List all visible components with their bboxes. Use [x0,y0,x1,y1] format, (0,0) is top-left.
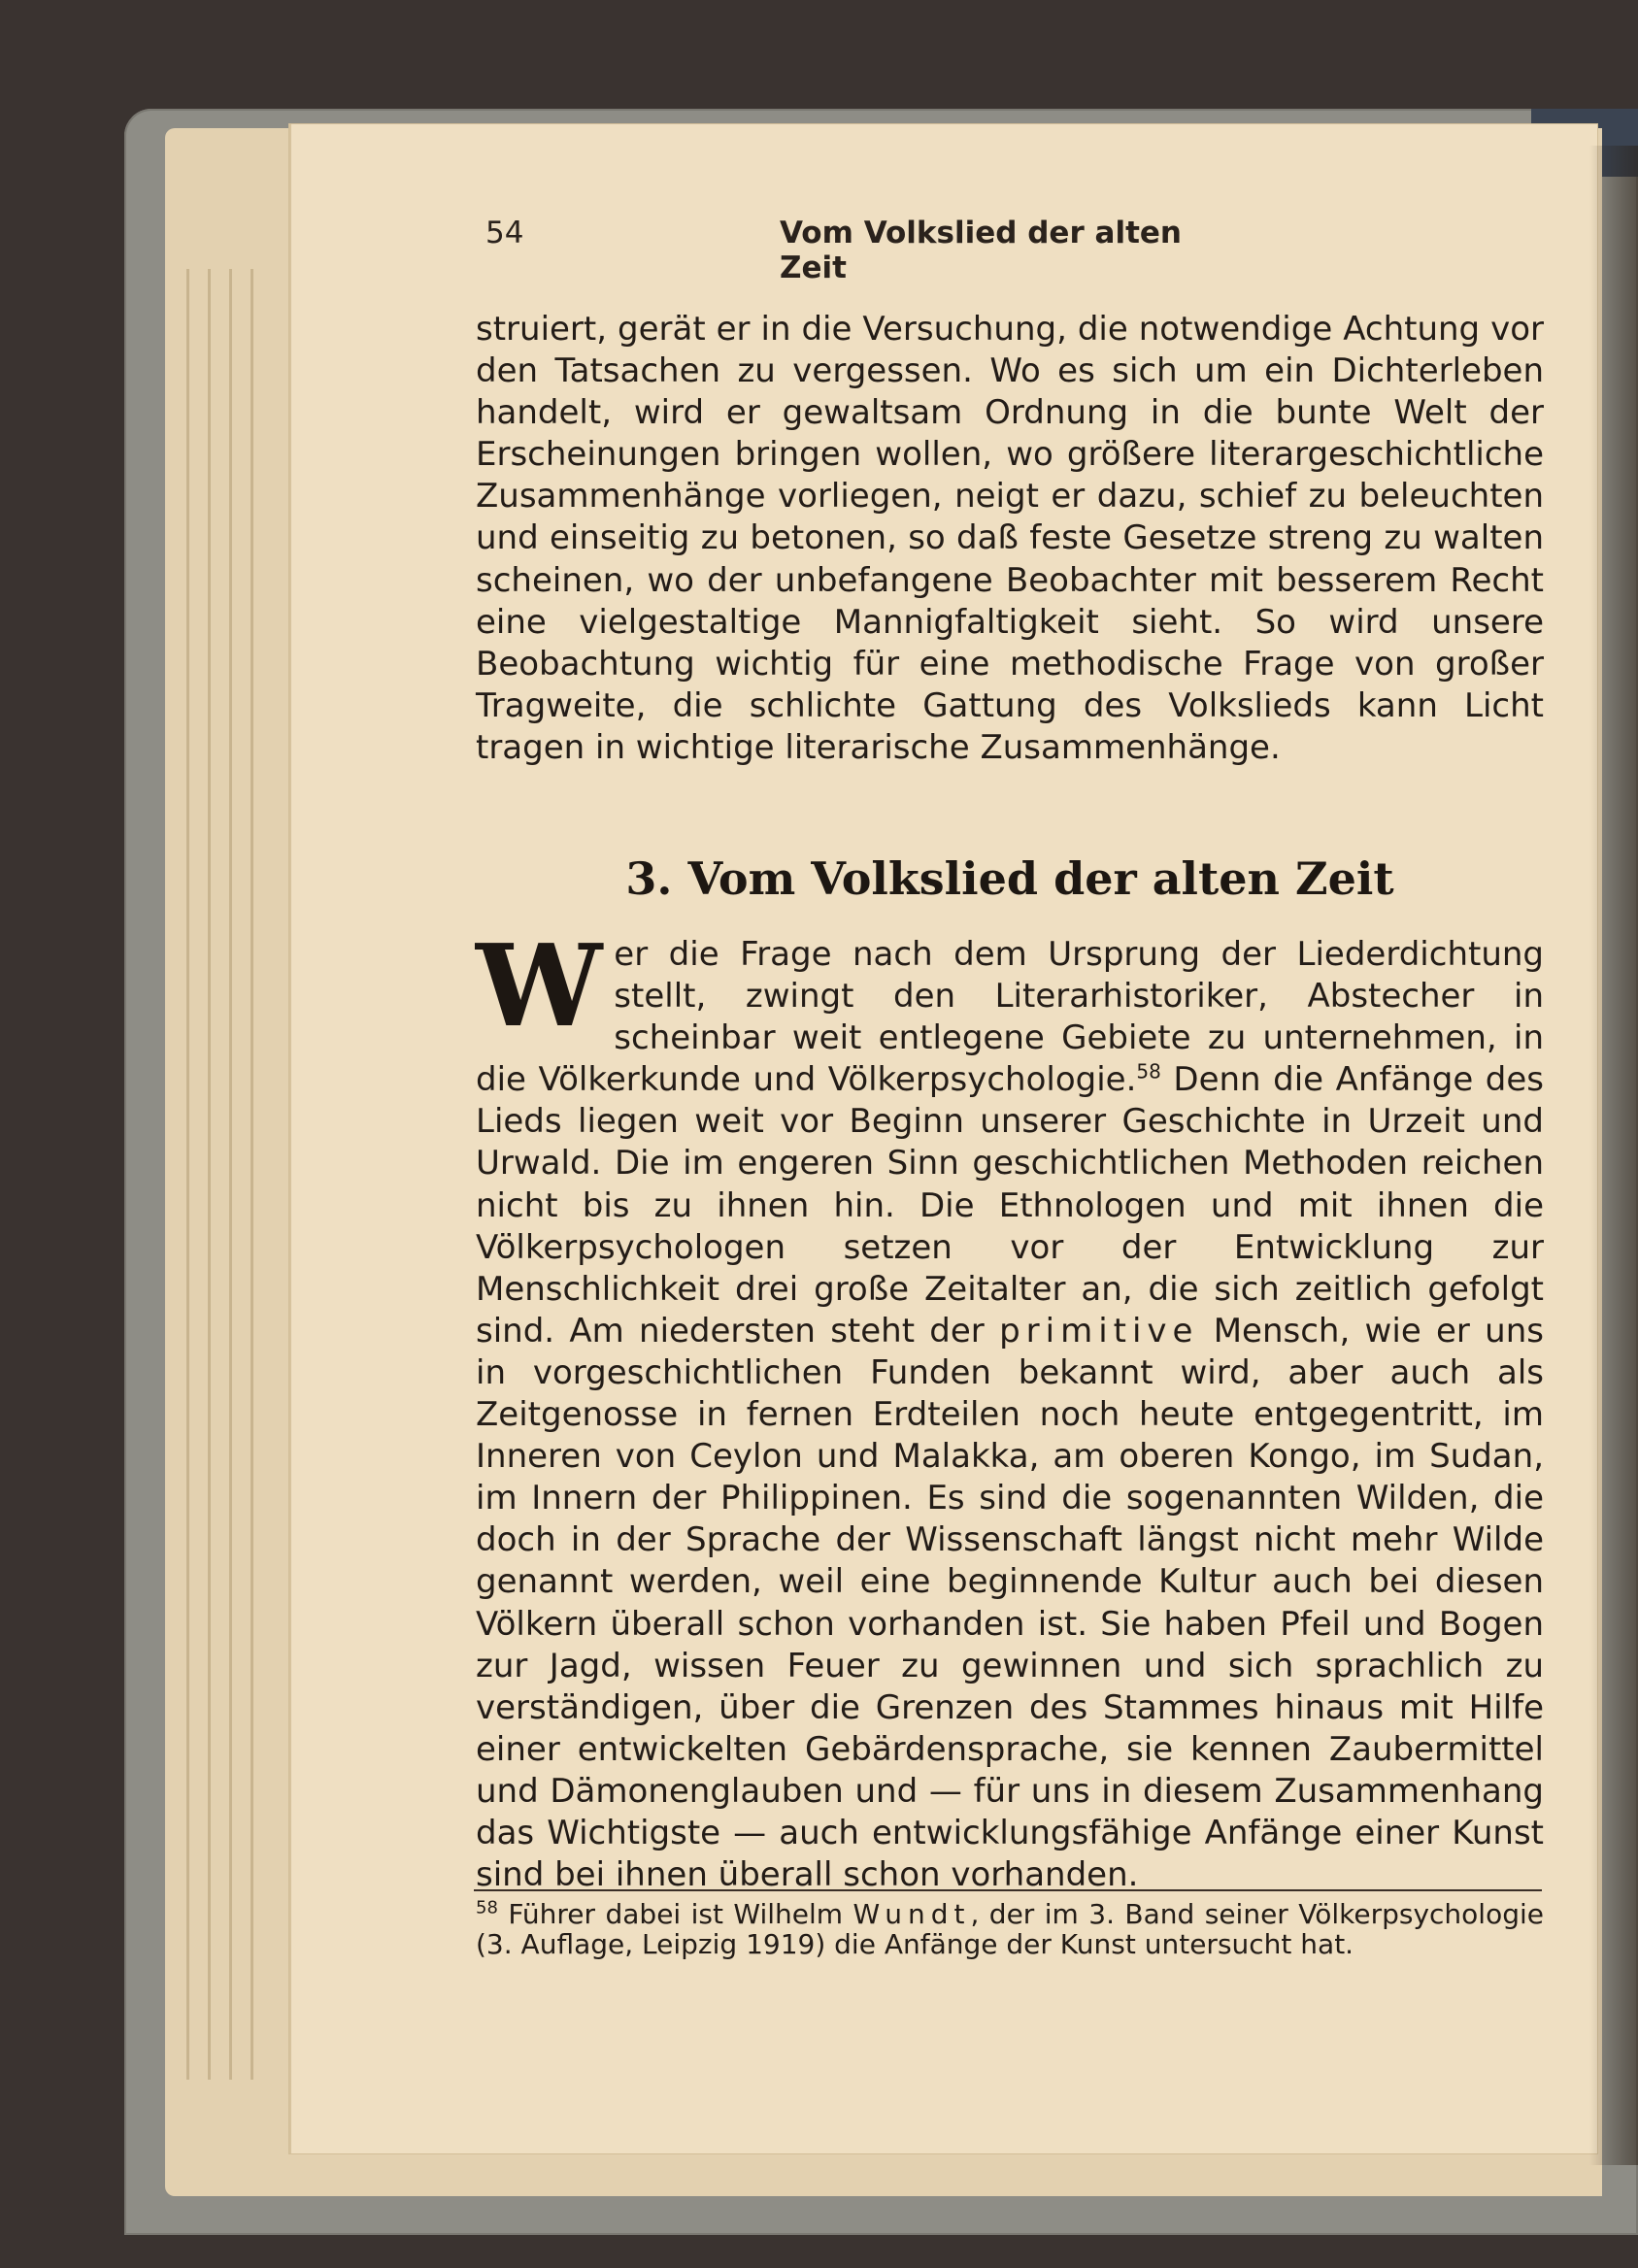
footnote-name-spaced: Wundt [852,1898,971,1930]
paragraph-2-text-c: Mensch, wie er uns in vorgeschichtlichen Funden bekannt wird, aber auch als Zeitgenosse in fernen Erdteilen noch heute entgegentritt, im Inneren von Ceylon und Malakka, am oberen Kongo, im Sudan, im Innern der Philippinen. Es sind die sogenannten Wilden, die doch in der Sprache der Wissenschaft längst nicht mehr Wilde genannt werden, weil eine beginnende Kultur auch bei diesen Völkern überall schon vorhanden ist. Sie haben Pfeil und Bogen zur Jagd, wissen Feuer zu gewinnen und sich sprachlich zu verständigen, über die Grenzen des Stammes hinaus mit Hilfe einer entwickelten Gebärdensprache, sie kennen Zaubermittel und Dämonenglauben und — für uns in diesem Zusammenhang das Wichtigste — auch entwicklungsfähige Anfänge einer Kunst sind bei ihnen überall schon vorhanden. [476,1311,1544,1895]
footnote-number: 58 [476,1897,498,1918]
footnote [476,1899,1544,1959]
paragraph-2-text-a: er die Frage nach dem Ursprung der Liederdichtung stellt, zwingt den Literarhistoriker, Abstecher in scheinbar weit entlegene Gebiete zu unternehmen, in die Völkerkunde und Völkerpsychologie. [476,935,1544,1100]
footnote-rule [474,1889,1542,1891]
paragraph-1: struiert, gerät er in die Versuchung, die notwendige Achtung vor den Tatsachen zu vergessen. Wo es sich um ein Dichterleben handelt, wird er gewaltsam Ordnung in die bunte Welt der Erscheinungen bringen wollen, wo größere literargeschichtliche Zusammenhänge vorliegen, neigt er dazu, schief zu beleuchten und einseitig zu betonen, so daß feste Gesetze streng zu walten scheinen, wo der unbefangene Beobachter mit besserem Recht eine vielgestaltige Mannigfaltigkeit sieht. So wird unsere Beobachtung wichtig für eine methodische Frage von großer Tragweite, die schlichte Gattung des Volkslieds kann Licht tragen in wichtige literarische Zusammenhänge. [476,310,1544,767]
paragraph-2-text-b: Denn die Anfänge des Lieds liegen weit vor Beginn unserer Geschichte in Urzeit und Urwald. Die im engeren Sinn geschichtlichen Methoden reichen nicht bis zu ihnen hin. Die Ethnologen und mit ihnen die Völkerpsychologen setzen vor der Entwicklung zur Menschlichkeit drei große Zeitalter an, die sich zeitlich gefolgt sind. Am niedersten steht der [476,1060,1544,1351]
leaf-edge [186,269,189,2080]
footnote-text-a: Führer dabei ist Wilhelm [497,1898,853,1930]
running-head: Vom Volkslied der alten Zeit [780,216,1182,285]
page-number: 54 [485,216,524,250]
leaf-edge [229,269,232,2080]
footnote-text-b: , der im 3. Band seiner Völkerpsychologie (3. Auflage, Leipzig 1919) die Anfänge der Kunst untersucht hat. [476,1898,1544,1960]
leaf-edge [208,269,211,2080]
leaf-edge [251,269,253,2080]
emphasis-primitive: primitive [999,1311,1199,1351]
footnote-reference: 58 [1136,1059,1161,1084]
gutter-shadow [1589,146,1638,2165]
section-title: 3. Vom Volkslied der alten Zeit [625,852,1394,905]
paragraph-2 [476,920,1544,1896]
drop-cap: W [476,920,603,1052]
